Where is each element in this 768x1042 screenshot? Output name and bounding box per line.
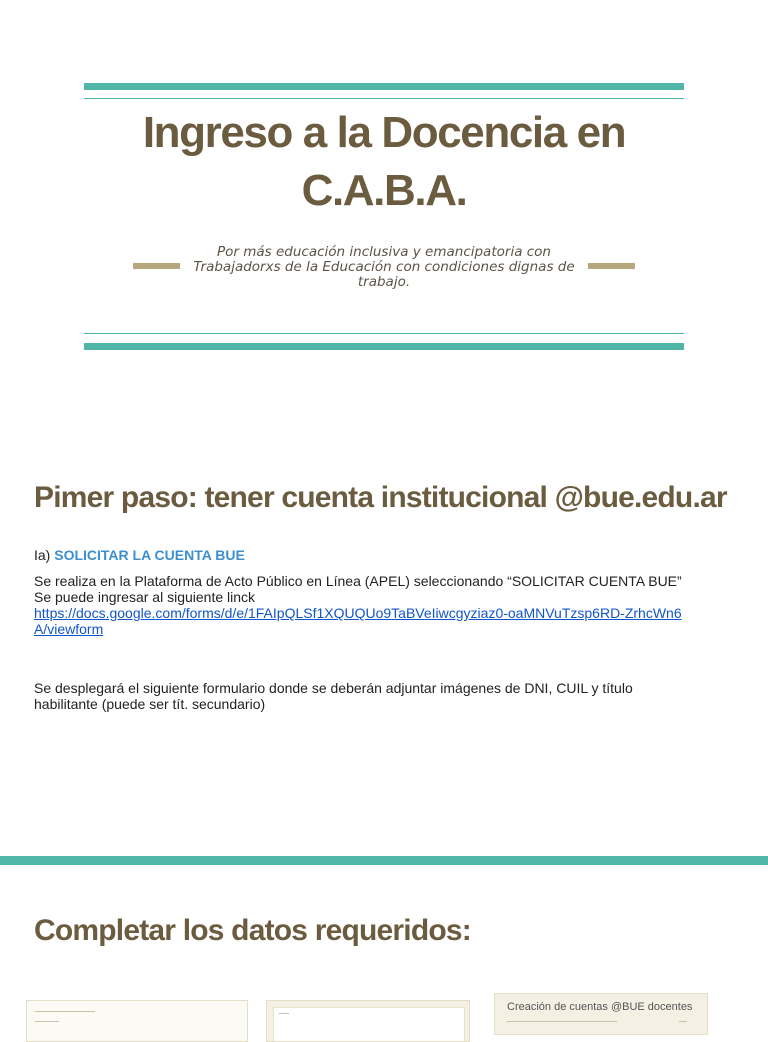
step-paragraph-1: Se realiza en la Plataforma de Acto Público en Línea (APEL) seleccionando “SOLICITAR CUENTA BUE” Se puede ingresar al siguiente linck	[34, 573, 682, 605]
form-screenshot-2	[266, 1000, 470, 1042]
step-label: SOLICITAR LA CUENTA BUE	[54, 547, 245, 563]
title-line-1: Ingreso a la Docencia en	[142, 108, 626, 157]
form-link[interactable]: https://docs.google.com/forms/d/e/1FAIpQLSf1XQUQUo9TaBVeIiwcgyziaz0-oaMNVuTzsp6RD-ZrhcWn6A/viewform	[34, 605, 682, 637]
right-decor-dash	[588, 263, 635, 269]
step-prefix: Ia)	[34, 547, 55, 563]
step-slide	[0, 440, 768, 856]
slide-subtitle: Por más educación inclusiva y emancipatoria con Trabajadorxs de la Educación con condiciones dignas de trabajo.	[193, 244, 575, 290]
data-heading: Completar los datos requeridos:	[34, 914, 471, 947]
top-thick-rule	[84, 83, 684, 90]
step-description	[34, 573, 694, 637]
step-label-line	[34, 547, 694, 563]
form-screenshot-3	[494, 993, 708, 1035]
top-thin-rule	[84, 98, 684, 99]
slide-divider	[0, 856, 768, 865]
bottom-thick-rule	[84, 343, 684, 350]
left-decor-dash	[133, 263, 180, 269]
title-line-2: C.A.B.A.	[301, 166, 467, 215]
bottom-thin-rule	[84, 333, 684, 334]
step-paragraph-2: Se desplegará el siguiente formulario donde se deberán adjuntar imágenes de DNI, CUIL y título habilitante (puede ser tít. secundario)	[34, 680, 633, 712]
form-screenshot-1	[26, 1000, 248, 1042]
title-slide	[0, 0, 768, 430]
step-heading: Pimer paso: tener cuenta institucional @bue.edu.ar	[34, 481, 727, 514]
slide-title	[84, 104, 684, 220]
form-screenshot-3-caption: Creación de cuentas @BUE docentes	[507, 1001, 693, 1013]
data-slide	[0, 865, 768, 1024]
